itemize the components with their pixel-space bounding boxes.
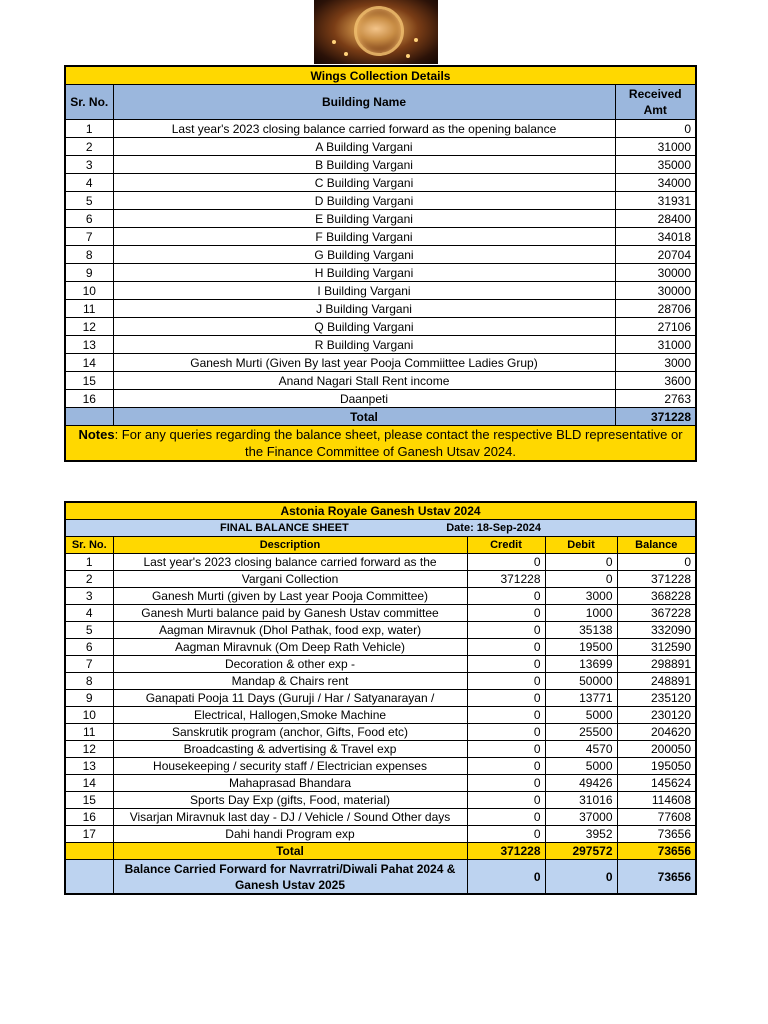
- sr-no-cell: 9: [65, 264, 113, 282]
- header-credit: Credit: [467, 537, 545, 554]
- received-amt-cell: 34018: [615, 228, 696, 246]
- sr-no-cell: 13: [65, 336, 113, 354]
- table-row: [65, 390, 696, 408]
- received-amt-cell: 28400: [615, 210, 696, 228]
- table-row: [65, 318, 696, 336]
- balance-cell: 230120: [617, 707, 696, 724]
- received-amt-cell: 2763: [615, 390, 696, 408]
- sr-no-cell: 5: [65, 192, 113, 210]
- received-amt-cell: 3600: [615, 372, 696, 390]
- balance-cell: 298891: [617, 656, 696, 673]
- table-row: [65, 228, 696, 246]
- building-name-cell: H Building Vargani: [113, 264, 615, 282]
- sr-no-cell: 2: [65, 571, 113, 588]
- table-row: [65, 758, 696, 775]
- sr-no-cell: 14: [65, 354, 113, 372]
- sr-no-cell: 6: [65, 639, 113, 656]
- credit-cell: 0: [467, 775, 545, 792]
- balance-cell: 248891: [617, 673, 696, 690]
- total-credit: 371228: [467, 843, 545, 860]
- notes-text: : For any queries regarding the balance sheet, please contact the respective BLD representative or the Finance Committee of Ganesh Utsav 2024.: [114, 427, 683, 459]
- sr-no-cell: 4: [65, 174, 113, 192]
- debit-cell: 3000: [545, 588, 617, 605]
- header-sr-no: Sr. No.: [65, 85, 113, 120]
- balance-cell: 332090: [617, 622, 696, 639]
- credit-cell: 0: [467, 758, 545, 775]
- sr-no-cell: 15: [65, 372, 113, 390]
- credit-cell: 0: [467, 605, 545, 622]
- header-received-amt: Received Amt: [615, 85, 696, 120]
- balance-cell: 0: [617, 554, 696, 571]
- received-amt-cell: 31000: [615, 138, 696, 156]
- debit-cell: 13699: [545, 656, 617, 673]
- sr-no-cell: 8: [65, 673, 113, 690]
- notes-row: [65, 426, 696, 462]
- table-row: [65, 656, 696, 673]
- received-amt-cell: 3000: [615, 354, 696, 372]
- debit-cell: 5000: [545, 707, 617, 724]
- sr-no-cell: 10: [65, 282, 113, 300]
- credit-cell: 0: [467, 622, 545, 639]
- balance-cell: 235120: [617, 690, 696, 707]
- debit-cell: 0: [545, 571, 617, 588]
- balance-cell: 200050: [617, 741, 696, 758]
- received-amt-cell: 30000: [615, 264, 696, 282]
- building-name-cell: Last year's 2023 closing balance carried forward as the opening balance: [113, 120, 615, 138]
- carry-forward-credit: 0: [467, 860, 545, 895]
- sr-no-cell: 7: [65, 228, 113, 246]
- debit-cell: 3952: [545, 826, 617, 843]
- sr-no-cell: 7: [65, 656, 113, 673]
- debit-cell: 13771: [545, 690, 617, 707]
- sr-no-cell: 16: [65, 809, 113, 826]
- debit-cell: 0: [545, 554, 617, 571]
- table-row: [65, 707, 696, 724]
- table-row: [65, 809, 696, 826]
- debit-cell: 4570: [545, 741, 617, 758]
- total-label: Total: [113, 408, 615, 426]
- debit-cell: 50000: [545, 673, 617, 690]
- credit-cell: 0: [467, 741, 545, 758]
- building-name-cell: Anand Nagari Stall Rent income: [113, 372, 615, 390]
- total-label: Total: [113, 843, 467, 860]
- building-name-cell: I Building Vargani: [113, 282, 615, 300]
- header-balance: Balance: [617, 537, 696, 554]
- table-row: [65, 792, 696, 809]
- description-cell: Last year's 2023 closing balance carried forward as the: [113, 554, 467, 571]
- table-row: [65, 775, 696, 792]
- table-row: [65, 639, 696, 656]
- received-amt-cell: 30000: [615, 282, 696, 300]
- received-amt-cell: 34000: [615, 174, 696, 192]
- description-cell: Ganesh Murti (given by Last year Pooja Committee): [113, 588, 467, 605]
- halo-ring: [354, 6, 404, 56]
- sr-no-cell: 6: [65, 210, 113, 228]
- building-name-cell: D Building Vargani: [113, 192, 615, 210]
- table-row: [65, 372, 696, 390]
- table-row: [65, 120, 696, 138]
- table-row: [65, 741, 696, 758]
- table-row: [65, 605, 696, 622]
- credit-cell: 0: [467, 792, 545, 809]
- received-amt-cell: 27106: [615, 318, 696, 336]
- table-row: [65, 354, 696, 372]
- sr-no-cell: 12: [65, 318, 113, 336]
- credit-cell: 0: [467, 554, 545, 571]
- sr-no-cell: 14: [65, 775, 113, 792]
- table-row: [65, 690, 696, 707]
- table-row: [65, 246, 696, 264]
- total-row: [65, 408, 696, 426]
- total-row: [65, 843, 696, 860]
- building-name-cell: B Building Vargani: [113, 156, 615, 174]
- sr-no-cell: 2: [65, 138, 113, 156]
- light-spark: [414, 38, 418, 42]
- credit-cell: 0: [467, 656, 545, 673]
- received-amt-cell: 31000: [615, 336, 696, 354]
- table-row: [65, 192, 696, 210]
- building-name-cell: Daanpeti: [113, 390, 615, 408]
- sr-no-cell: 13: [65, 758, 113, 775]
- debit-cell: 1000: [545, 605, 617, 622]
- description-cell: Vargani Collection: [113, 571, 467, 588]
- description-cell: Mahaprasad Bhandara: [113, 775, 467, 792]
- table-row: [65, 622, 696, 639]
- final-balance-sheet-label: FINAL BALANCE SHEET: [220, 521, 349, 534]
- received-amt-cell: 28706: [615, 300, 696, 318]
- credit-cell: 371228: [467, 571, 545, 588]
- sr-no-cell: 10: [65, 707, 113, 724]
- building-name-cell: Ganesh Murti (Given By last year Pooja Commiittee Ladies Grup): [113, 354, 615, 372]
- balance-cell: 114608: [617, 792, 696, 809]
- sr-no-cell: 11: [65, 300, 113, 318]
- description-cell: Aagman Miravnuk (Dhol Pathak, food exp, water): [113, 622, 467, 639]
- balance-sheet-table: [64, 501, 697, 895]
- credit-cell: 0: [467, 588, 545, 605]
- received-amt-cell: 31931: [615, 192, 696, 210]
- debit-cell: 5000: [545, 758, 617, 775]
- table-row: [65, 300, 696, 318]
- building-name-cell: R Building Vargani: [113, 336, 615, 354]
- building-name-cell: C Building Vargani: [113, 174, 615, 192]
- description-cell: Broadcasting & advertising & Travel exp: [113, 741, 467, 758]
- table-row: [65, 174, 696, 192]
- credit-cell: 0: [467, 809, 545, 826]
- empty-cell: [65, 860, 113, 895]
- table-row: [65, 264, 696, 282]
- building-name-cell: Q Building Vargani: [113, 318, 615, 336]
- building-name-cell: J Building Vargani: [113, 300, 615, 318]
- debit-cell: 19500: [545, 639, 617, 656]
- debit-cell: 37000: [545, 809, 617, 826]
- carry-forward-row: [65, 860, 696, 895]
- header-debit: Debit: [545, 537, 617, 554]
- table-row: [65, 571, 696, 588]
- balance-sheet-date: Date: 18-Sep-2024: [446, 521, 542, 534]
- table-row: [65, 210, 696, 228]
- description-cell: Ganesh Murti balance paid by Ganesh Ustav committee: [113, 605, 467, 622]
- header-sr-no: Sr. No.: [65, 537, 113, 554]
- credit-cell: 0: [467, 673, 545, 690]
- sr-no-cell: 11: [65, 724, 113, 741]
- description-cell: Mandap & Chairs rent: [113, 673, 467, 690]
- carry-forward-debit: 0: [545, 860, 617, 895]
- balance-sheet-title: Astonia Royale Ganesh Ustav 2024: [65, 502, 696, 520]
- balance-cell: 367228: [617, 605, 696, 622]
- description-cell: Electrical, Hallogen,Smoke Machine: [113, 707, 467, 724]
- balance-cell: 371228: [617, 571, 696, 588]
- wings-table-title: Wings Collection Details: [65, 66, 696, 85]
- received-amt-cell: 35000: [615, 156, 696, 174]
- table-row: [65, 554, 696, 571]
- sr-no-cell: 1: [65, 120, 113, 138]
- balance-cell: 145624: [617, 775, 696, 792]
- total-amount: 371228: [615, 408, 696, 426]
- light-spark: [406, 54, 410, 58]
- description-cell: Aagman Miravnuk (Om Deep Rath Vehicle): [113, 639, 467, 656]
- credit-cell: 0: [467, 724, 545, 741]
- wings-collection-table: [64, 65, 697, 462]
- sr-no-cell: 8: [65, 246, 113, 264]
- description-cell: Sanskrutik program (anchor, Gifts, Food etc): [113, 724, 467, 741]
- description-cell: Housekeeping / security staff / Electrician expenses: [113, 758, 467, 775]
- table-row: [65, 282, 696, 300]
- credit-cell: 0: [467, 826, 545, 843]
- sr-no-cell: 12: [65, 741, 113, 758]
- building-name-cell: G Building Vargani: [113, 246, 615, 264]
- notes-cell: [65, 426, 696, 462]
- total-balance: 73656: [617, 843, 696, 860]
- balance-cell: 73656: [617, 826, 696, 843]
- sr-no-cell: 15: [65, 792, 113, 809]
- sr-no-cell: 1: [65, 554, 113, 571]
- description-cell: Sports Day Exp (gifts, Food, material): [113, 792, 467, 809]
- table-row: [65, 826, 696, 843]
- debit-cell: 25500: [545, 724, 617, 741]
- balance-cell: 204620: [617, 724, 696, 741]
- building-name-cell: A Building Vargani: [113, 138, 615, 156]
- debit-cell: 49426: [545, 775, 617, 792]
- table-row: [65, 588, 696, 605]
- description-cell: Dahi handi Program exp: [113, 826, 467, 843]
- received-amt-cell: 20704: [615, 246, 696, 264]
- table-row: [65, 138, 696, 156]
- balance-cell: 312590: [617, 639, 696, 656]
- received-amt-cell: 0: [615, 120, 696, 138]
- description-cell: Decoration & other exp -: [113, 656, 467, 673]
- total-debit: 297572: [545, 843, 617, 860]
- building-name-cell: F Building Vargani: [113, 228, 615, 246]
- carry-forward-balance: 73656: [617, 860, 696, 895]
- balance-cell: 77608: [617, 809, 696, 826]
- building-name-cell: E Building Vargani: [113, 210, 615, 228]
- sr-no-cell: 17: [65, 826, 113, 843]
- sr-no-cell: 16: [65, 390, 113, 408]
- credit-cell: 0: [467, 690, 545, 707]
- table-row: [65, 336, 696, 354]
- balance-cell: 368228: [617, 588, 696, 605]
- empty-cell: [65, 408, 113, 426]
- light-spark: [344, 52, 348, 56]
- sr-no-cell: 3: [65, 156, 113, 174]
- sr-no-cell: 9: [65, 690, 113, 707]
- balance-sheet-subtitle: [65, 520, 696, 537]
- table-row: [65, 724, 696, 741]
- debit-cell: 31016: [545, 792, 617, 809]
- debit-cell: 35138: [545, 622, 617, 639]
- carry-forward-label: Balance Carried Forward for Navrratri/Diwali Pahat 2024 & Ganesh Ustav 2025: [113, 860, 467, 895]
- credit-cell: 0: [467, 707, 545, 724]
- sr-no-cell: 4: [65, 605, 113, 622]
- empty-cell: [65, 843, 113, 860]
- sr-no-cell: 5: [65, 622, 113, 639]
- ganesha-idol-image: [314, 0, 438, 64]
- notes-label: Notes: [78, 427, 115, 442]
- header-description: Description: [113, 537, 467, 554]
- description-cell: Visarjan Miravnuk last day - DJ / Vehicle / Sound Other days: [113, 809, 467, 826]
- credit-cell: 0: [467, 639, 545, 656]
- description-cell: Ganapati Pooja 11 Days (Guruji / Har / Satyanarayan /: [113, 690, 467, 707]
- header-building-name: Building Name: [113, 85, 615, 120]
- balance-cell: 195050: [617, 758, 696, 775]
- table-row: [65, 156, 696, 174]
- light-spark: [332, 40, 336, 44]
- sr-no-cell: 3: [65, 588, 113, 605]
- table-row: [65, 673, 696, 690]
